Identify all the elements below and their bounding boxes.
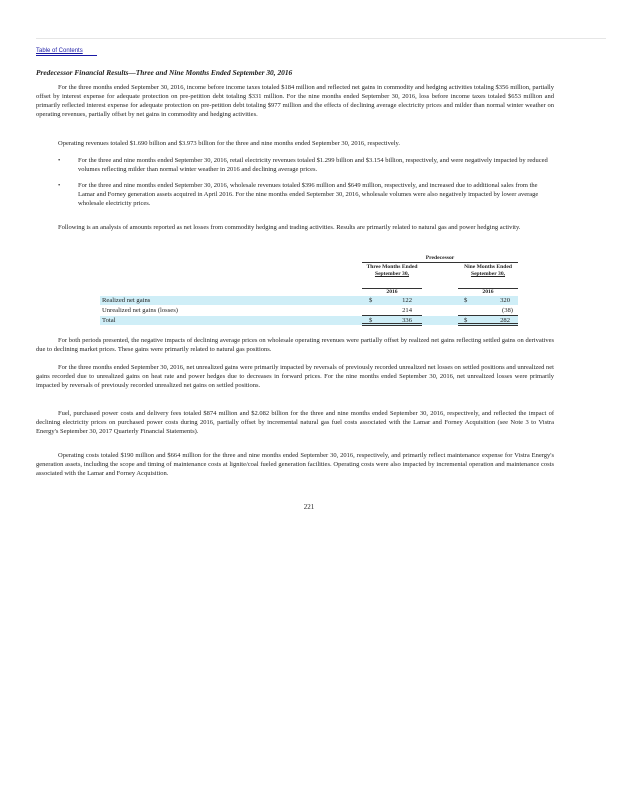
currency-symbol: $ bbox=[464, 317, 468, 324]
top-divider bbox=[36, 38, 606, 39]
value-total-nine-months: 282 bbox=[500, 317, 510, 324]
page-number: 221 bbox=[303, 503, 315, 511]
paragraph-revenues-text: Operating revenues totaled $1.690 billion and $3.973 billion for the three and nine months ended September 30, 2016, respectively. bbox=[58, 140, 401, 147]
table-group-header: Predecessor bbox=[425, 255, 455, 261]
currency-symbol: $ bbox=[369, 297, 373, 304]
bullet-wholesale: For the three and nine months ended September 30, 2016, wholesale revenues totaled $396 million and $649 million, respectively, and increased due to additional sales from the Lamar and Forney generation assets acquired in April 2016. For the nine months ended September 30, 2016, wholesale volumes were also negatively impacted by lower average wholesale electricity prices. bbox=[78, 182, 539, 207]
col2-header-top: Nine Months Ended bbox=[464, 264, 512, 270]
paragraph-realized-gains bbox=[36, 337, 554, 355]
paragraph-analysis-intro bbox=[36, 224, 554, 233]
col1-header bbox=[362, 264, 422, 278]
paragraph-analysis-intro-text: Following is an analysis of amounts reported as net losses from commodity hedging and trading activities. Results are primarily related to natural gas and power hedging activity. bbox=[58, 224, 521, 231]
col2-header bbox=[458, 264, 518, 278]
col1-header-top: Three Months Ended bbox=[366, 264, 418, 270]
value-realized-nine-months: 320 bbox=[500, 297, 510, 304]
value-realized-three-months: 122 bbox=[402, 297, 412, 304]
value-total-three-months: 336 bbox=[402, 317, 412, 324]
currency-symbol: $ bbox=[464, 297, 468, 304]
paragraph-operating-costs bbox=[36, 452, 554, 479]
row-label-total: Total bbox=[102, 317, 116, 324]
paragraph-unrealized-gains bbox=[36, 364, 554, 391]
paragraph-revenues bbox=[36, 140, 554, 149]
toc-underline bbox=[36, 55, 97, 56]
currency-symbol: $ bbox=[369, 317, 373, 324]
paragraph-fuel-costs-text: Fuel, purchased power costs and delivery fees totaled $874 million and $2.082 billion for the three and nine months ended September 30, 2016, respectively, and reflected the impact of declining electricity prices on purchased power costs during 2016, partially offset by incremental natural gas fuel costs associated with the Lamar and Forney Acquisition (see Note 3 to Vistra Energy's September 30, 2017 Quarterly Financial Statements). bbox=[36, 410, 554, 435]
table-row bbox=[100, 316, 518, 325]
table-group-rule bbox=[362, 262, 518, 263]
total-double-rule bbox=[362, 323, 422, 326]
col1-year: 2016 bbox=[362, 288, 422, 296]
bullet-marker: • bbox=[58, 182, 61, 189]
row-label-unrealized: Unrealized net gains (losses) bbox=[102, 307, 178, 314]
col2-year: 2016 bbox=[458, 288, 518, 296]
row-label-realized: Realized net gains bbox=[102, 297, 151, 304]
paragraph-income-text: For the three months ended September 30, 2016, income before income taxes totaled $184 million and reflected net gains in commodity and hedging activities totaling $356 million, partially offset by interest expense for adequate protection on pre-petition debt totaling $331 million. For the nine months ended September 30, 2016, loss before income taxes totaled $653 million and primarily reflected interest expense for adequate protection on pre-petition debt totaling $977 million and the effects of declining average electricity prices and milder than normal winter weather on operating revenues, partially offset by net gains in commodity and hedging activities. bbox=[36, 84, 554, 118]
paragraph-income bbox=[36, 84, 554, 120]
paragraph-unrealized-gains-text: For the three months ended September 30, 2016, net unrealized gains were primarily impacted by reversals of previously recorded unrealized net losses on settled positions and unrealized net gains recorded due to unrealized gains on heat rate and power hedges due to decreases in forward prices. For the nine months ended September 30, 2016, net unrealized losses were primarily impacted by reversals of previously recorded unrealized net gains on settled positions. bbox=[36, 364, 554, 389]
bullet-retail: For the three and nine months ended September 30, 2016, retail electricity revenues totaled $1.299 billion and $3.154 billion, respectively, and were negatively impacted by reduced volumes reflecting milder than normal winter weather in 2016 and declining average prices. bbox=[78, 157, 548, 173]
paragraph-fuel-costs bbox=[36, 410, 554, 437]
paragraph-operating-costs-text: Operating costs totaled $190 million and $664 million for the three and nine months ended September 30, 2016, respectively, and primarily reflect maintenance expense for Vistra Energy's generation assets, including the scope and timing of maintenance costs at lignite/coal fueled generation facilities. Operating costs were also impacted by incremental operation and maintenance costs associated with the Lamar and Forney Acquisition. bbox=[36, 452, 554, 477]
paragraph-realized-gains-text: For both periods presented, the negative impacts of declining average prices on wholesale operating revenues were partially offset by realized net gains reflecting settled gains on derivatives due to declining market prices. These gains were primarily related to natural gas positions. bbox=[36, 337, 554, 353]
total-double-rule bbox=[458, 323, 518, 326]
table-row bbox=[100, 296, 518, 305]
col1-header-date: September 30, bbox=[374, 271, 410, 277]
table-of-contents-link[interactable]: Table of Contents bbox=[36, 48, 83, 54]
bullet-marker: • bbox=[58, 157, 61, 164]
value-unrealized-three-months: 214 bbox=[402, 307, 412, 314]
section-heading: Predecessor Financial Results—Three and Nine Months Ended September 30, 2016 bbox=[36, 68, 293, 77]
value-unrealized-nine-months: (38) bbox=[502, 307, 513, 314]
col2-header-date: September 30, bbox=[470, 271, 506, 277]
